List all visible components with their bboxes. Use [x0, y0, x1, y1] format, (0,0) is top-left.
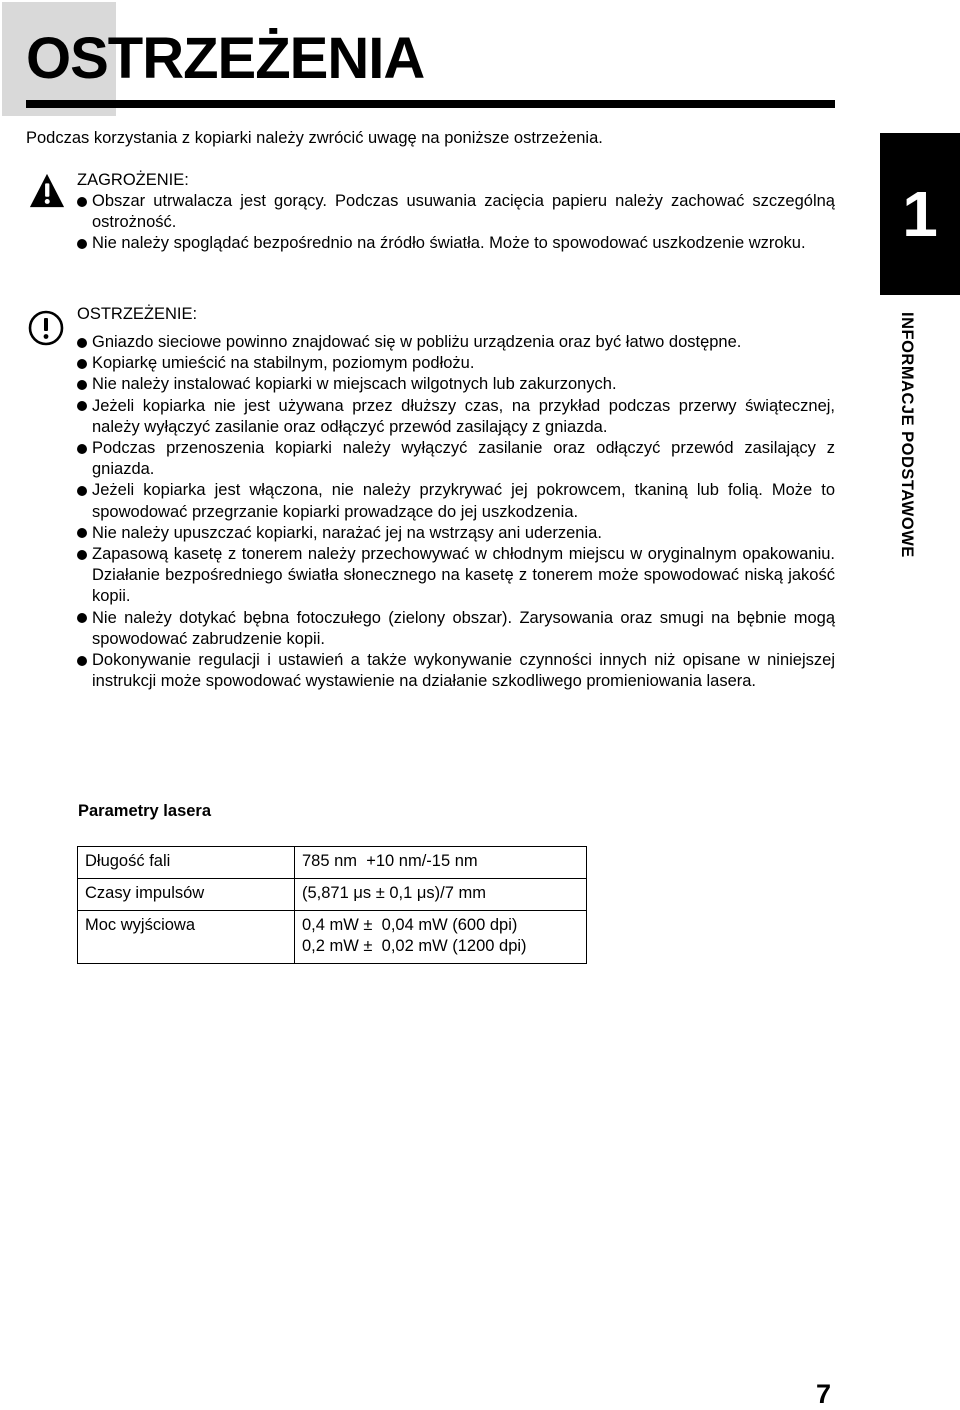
- danger-title: ZAGROŻENIE:: [77, 171, 189, 189]
- value-line: 785 nm +10 nm/-15 nm: [302, 852, 478, 870]
- chapter-number: 1: [902, 178, 938, 250]
- value-line: 0,4 mW ± 0,04 mW (600 dpi): [302, 916, 518, 934]
- list-item: Obszar utrwalacza jest gorący. Podczas usuwania zacięcia papieru należy zachować szczególną ostrożność.: [77, 191, 835, 233]
- warning-title: OSTRZEŻENIE:: [77, 305, 198, 323]
- table-cell-value: [295, 911, 587, 964]
- table-row: [78, 911, 587, 964]
- table-row: [78, 847, 587, 879]
- warning-section: [77, 304, 835, 692]
- list-item: Nie należy dotykać bębna fotoczułego (zielony obszar). Zarysowania oraz smugi na bębnie mogą spowodować zabrudzenie kopii.: [77, 608, 835, 650]
- table-cell-label: Moc wyjściowa: [78, 911, 295, 964]
- list-item: Gniazdo sieciowe powinno znajdować się w pobliżu urządzenia oraz być łatwo dostępne.: [77, 332, 835, 353]
- danger-section: [77, 170, 835, 255]
- danger-list: [77, 191, 835, 255]
- value-line: (5,871 μs ± 0,1 μs)/7 mm: [302, 884, 486, 902]
- table-row: [78, 879, 587, 911]
- table-cell-value: [295, 879, 587, 911]
- warning-list: [77, 332, 835, 692]
- warning-circle-icon: [28, 310, 64, 346]
- list-item: Kopiarkę umieścić na stabilnym, poziomym podłożu.: [77, 353, 835, 374]
- table-cell-label: Długość fali: [78, 847, 295, 879]
- page-number: 7: [816, 1379, 832, 1409]
- value-line: 0,2 mW ± 0,02 mW (1200 dpi): [302, 937, 527, 955]
- list-item: Nie należy upuszczać kopiarki, narażać jej na wstrząsy ani uderzenia.: [77, 523, 835, 544]
- list-item: Zapasową kasetę z tonerem należy przechowywać w chłodnym miejscu w oryginalnym opakowaniu. Działanie bezpośredniego światła słonecznego na kasetę z tonerem może spowodować niską jakość kopii.: [77, 544, 835, 608]
- table-cell-label: Czasy impulsów: [78, 879, 295, 911]
- chapter-tab: [880, 133, 960, 295]
- list-item: Nie należy instalować kopiarki w miejscach wilgotnych lub zakurzonych.: [77, 374, 835, 395]
- page-title: OSTRZEŻENIA: [26, 26, 425, 91]
- list-item: Dokonywanie regulacji i ustawień a także wykonywanie czynności innych niż opisane w niniejszej instrukcji może spowodować wystawienie na działanie szkodliwego promieniowania lasera.: [77, 650, 835, 692]
- table-cell-value: [295, 847, 587, 879]
- chapter-label: INFORMACJE PODSTAWOWE: [898, 312, 916, 558]
- list-item: Nie należy spoglądać bezpośrednio na źródło światła. Może to spowodować uszkodzenie wzroku.: [77, 233, 835, 254]
- danger-triangle-icon: [28, 172, 66, 210]
- title-rule: [26, 100, 835, 108]
- intro-text: Podczas korzystania z kopiarki należy zwrócić uwagę na poniższe ostrzeżenia.: [26, 129, 603, 147]
- laser-parameters-table: [77, 846, 587, 964]
- list-item: Jeżeli kopiarka jest włączona, nie należy przykrywać jej pokrowcem, tkaniną lub folią. Może to spowodować przegrzanie kopiarki prowadzące do jej uszkodzenia.: [77, 480, 835, 522]
- list-item: Jeżeli kopiarka nie jest używana przez dłuższy czas, na przykład podczas przerwy świątecznej, należy wyłączyć zasilanie oraz odłączyć przewód zasilający z gniazda.: [77, 396, 835, 438]
- list-item: Podczas przenoszenia kopiarki należy wyłączyć zasilanie oraz odłączyć przewód zasilający z gniazda.: [77, 438, 835, 480]
- laser-parameters-title: Parametry lasera: [78, 802, 212, 820]
